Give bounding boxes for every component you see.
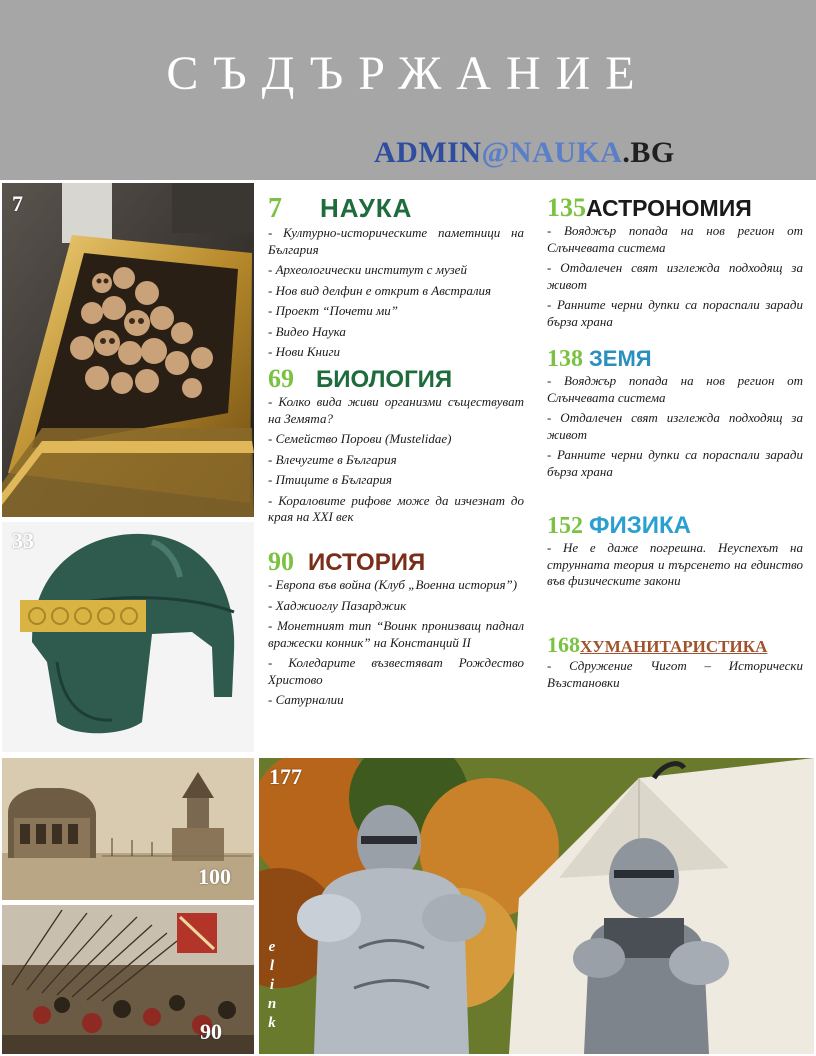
- list-item[interactable]: - Коледарите възвестяват Рождество Христово: [268, 655, 524, 687]
- list-item[interactable]: - Нов вид делфин е открит в Австралия: [268, 282, 492, 298]
- list-item[interactable]: - Ранните черни дупки са порасnали заради бърза храна: [547, 297, 803, 329]
- list-item[interactable]: - Птиците в България: [268, 472, 392, 487]
- section-nauka[interactable]: [268, 195, 524, 361]
- email-user: ADMIN: [374, 136, 482, 169]
- section-page-number: 7: [268, 193, 282, 224]
- section-biologiya[interactable]: [268, 366, 524, 526]
- section-page-number: 138: [547, 346, 583, 372]
- list-item[interactable]: - Културно-историческите паметници на България: [268, 225, 524, 257]
- list-item[interactable]: - Сатурналии: [268, 692, 344, 707]
- section-title: ФИЗИКА: [589, 512, 691, 539]
- section-title: АСТРОНОМИЯ: [586, 195, 752, 221]
- old-building-photo[interactable]: [2, 758, 254, 900]
- section-page-number: 69: [268, 364, 294, 393]
- list-item[interactable]: - Нови Книги: [268, 344, 341, 359]
- list-item[interactable]: - Влечугите в България: [268, 451, 397, 467]
- ossuary-photo[interactable]: [2, 183, 254, 517]
- list-item[interactable]: - Ранните черни дупки са порасnали заради бърза храна: [547, 447, 803, 479]
- list-item[interactable]: - Отдалечен свят изглежда подходящ за живот: [547, 260, 803, 292]
- section-heading: [268, 366, 524, 392]
- page-title: СЪДЪРЖАНИЕ: [166, 47, 650, 100]
- section-heading: [547, 347, 803, 371]
- list-item[interactable]: - Монетният тип “Воинк пронизващ паднал вражески конник” на Констанций II: [268, 618, 524, 650]
- section-heading: [547, 634, 803, 656]
- list-item[interactable]: - Вояджър попада на нов регион от Слънчевата система: [547, 373, 803, 405]
- list-item[interactable]: - Хаджиоглу Пазарджик: [268, 597, 407, 613]
- photo-watermark: e l i n k: [267, 939, 277, 1031]
- list-item[interactable]: - Проект “Почети ми”: [268, 303, 399, 318]
- list-item[interactable]: - Не е даже погрешна. Неуспехът на струнната теория и търсенето на единство във физическите закони: [547, 540, 803, 588]
- page-number-100: 100: [198, 864, 231, 889]
- page-number-90: 90: [200, 1019, 222, 1044]
- section-astronomiya[interactable]: [547, 195, 803, 330]
- list-item[interactable]: - Вояджър попада на нов регион от Слънчевата система: [547, 223, 803, 255]
- list-item[interactable]: - Колко вида живи организми съществуват на Земята?: [268, 394, 524, 426]
- knights-illustration: [259, 758, 814, 1054]
- email-domain: @NAUKA: [481, 136, 623, 169]
- page-number-177: 177: [269, 764, 302, 789]
- header-banner: [0, 0, 816, 180]
- list-item[interactable]: - Семейство Порови (Mustelidae): [268, 431, 452, 446]
- section-page-number: 168: [547, 632, 580, 657]
- section-title: БИОЛОГИЯ: [316, 366, 453, 393]
- section-zemya[interactable]: [547, 347, 803, 480]
- section-humanitaristika[interactable]: [547, 634, 803, 691]
- list-item[interactable]: - Археологически институт с музей: [268, 262, 467, 277]
- section-heading: [547, 514, 803, 538]
- section-title: ХУМАНИТАРИСТИКА: [580, 637, 768, 656]
- knights-photo[interactable]: [259, 758, 814, 1054]
- section-heading: [268, 195, 524, 223]
- section-page-number: 135: [547, 193, 586, 222]
- list-item[interactable]: - Отдалечен свят изглежда подходящ за живот: [547, 410, 803, 442]
- section-heading: [547, 195, 803, 221]
- helmet-illustration: [2, 522, 254, 752]
- page-number-7: 7: [12, 191, 23, 216]
- section-istoriya[interactable]: [268, 549, 524, 709]
- section-title: НАУКА: [320, 193, 413, 223]
- email-tld: .BG: [622, 136, 675, 169]
- section-page-number: 152: [547, 513, 583, 539]
- list-item[interactable]: - Видео Наука: [268, 323, 346, 339]
- contact-email[interactable]: [374, 136, 675, 170]
- list-item[interactable]: - Кораловите рифове може да изчезнат до края на XXI век: [268, 492, 524, 524]
- ossuary-illustration: [2, 183, 254, 517]
- section-page-number: 90: [268, 547, 294, 576]
- section-heading: [268, 549, 524, 575]
- helmet-photo[interactable]: [2, 522, 254, 752]
- list-item[interactable]: - Сдружение Чигот – Исторически Възстановки: [547, 658, 803, 690]
- section-fizika[interactable]: [547, 514, 803, 590]
- list-item[interactable]: - Европа във война (Клуб „Военна история”): [268, 577, 518, 592]
- page-number-33: 33: [12, 528, 34, 553]
- section-title: ИСТОРИЯ: [308, 549, 426, 576]
- section-title: ЗЕМЯ: [589, 346, 652, 371]
- battle-painting-photo[interactable]: [2, 905, 254, 1054]
